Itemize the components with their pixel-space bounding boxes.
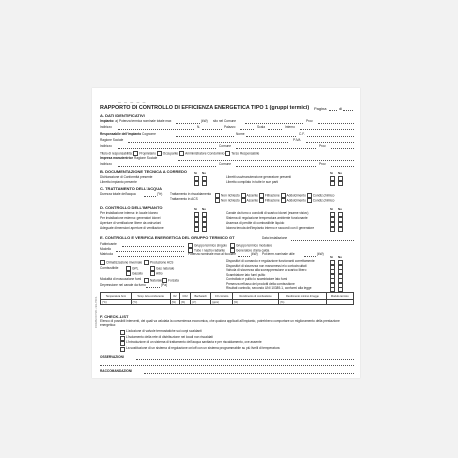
si-header: Si	[330, 255, 333, 259]
titolo-terzo-checkbox[interactable]	[225, 151, 230, 156]
section-a-heading: A. DATI IDENTIFICATIVI	[100, 113, 145, 118]
checklist-checkbox[interactable]	[120, 336, 125, 341]
si-header: Si	[330, 207, 333, 211]
doc-item: Dichiarazione di Conformità presente	[100, 175, 153, 179]
controllo-no-checkbox[interactable]	[202, 227, 207, 232]
section-e-heading: E. CONTROLLO E VERIFICA ENERGETICA DEL GRUPPO TERMICO GT	[100, 235, 235, 240]
tr-opt: Addolcimento	[286, 198, 306, 203]
interno-label: Interno	[285, 125, 295, 129]
cf-label: C.F.	[299, 132, 305, 136]
resp-prov-label: Prov.	[319, 144, 327, 148]
verifica-item: Controllato e pulito lo scambiatore lato fumi	[226, 277, 288, 281]
controllo-item: Adeguate dimensioni aperture di ventilazione	[100, 226, 164, 230]
acs-checkbox[interactable]	[144, 260, 149, 265]
potenza-label: a) Potenza termica nominale totale max	[115, 119, 172, 123]
titolo-amministratore-checkbox[interactable]	[179, 151, 184, 156]
potenza-focolare-unit: (kW)	[251, 252, 258, 256]
potenza-utile-label: Pot.term.nominale utile	[262, 252, 295, 256]
tr-opt: Filtrazione	[264, 193, 280, 198]
verifica-item: Risultati controllo, secondo UNI 10389-1, conformi alla legge	[226, 286, 312, 290]
doc-si-checkbox[interactable]	[330, 181, 335, 186]
fumi-table-cell[interactable]: (%)	[179, 300, 190, 305]
titolo-opt: Occupante	[162, 151, 179, 156]
depressione-label: Depressione nel canale da fumo	[100, 283, 146, 287]
tr-opt: Condiz.chimico	[312, 193, 335, 198]
clima-checkbox[interactable]	[100, 260, 105, 265]
durezza-label: Durezza totale dell'acqua	[100, 192, 136, 196]
responsabile-label: Responsabile dell'impianto	[100, 132, 142, 136]
nome-label: Nome	[236, 132, 245, 136]
impresa-prov-label: Prov.	[319, 162, 327, 166]
titolo-opt: Proprietario	[139, 151, 156, 156]
scala-label: Scala	[257, 125, 265, 129]
sito-comune-label: sito nel Comune	[213, 119, 237, 123]
fumi-table-header: Rendimento di combustione	[232, 293, 278, 300]
gruppo-singolo-label: Gruppo termico singolo	[194, 243, 227, 248]
impresa-ragione-label: Ragione Sociale	[134, 156, 158, 160]
osservazioni-field[interactable]	[136, 359, 354, 360]
fumi-table-cell[interactable]: (n°)	[190, 300, 210, 305]
durezza-unit: (°fr)	[157, 192, 163, 196]
evacuazione-label: Modalità di evacuazione fumi	[100, 277, 142, 281]
gruppo-modulare-label: Gruppo termico modulare	[236, 243, 273, 248]
fabbricante-label: Fabbricante	[100, 242, 117, 246]
numero-label: N.	[197, 125, 201, 129]
tr-opt: Condiz.chimico	[312, 198, 335, 203]
verifica-item: Dispositivi di sicurezza non manomessi e/o cortocircuitati	[226, 263, 307, 268]
fumi-table-header: CO2	[179, 293, 190, 300]
tr-opt: Assente	[246, 198, 259, 203]
page-of: di	[339, 106, 343, 111]
no-header: No	[338, 207, 342, 211]
altro-checkbox[interactable]	[150, 271, 155, 276]
checklist-item: L'isolamento della rete di distribuzione nei locali non riscaldati	[126, 334, 213, 339]
si-header: Si	[330, 171, 333, 175]
resp-indirizzo-label: Indirizzo	[100, 144, 112, 148]
fumi-table-cell[interactable]	[326, 300, 353, 305]
doc-si-checkbox[interactable]	[194, 181, 199, 186]
header-dashes: – – – – –	[118, 100, 147, 106]
controllo-item: Assenza di perdite di combustibile liquido	[226, 221, 285, 225]
doc-item: Libretto compilato in tutte le sue parti	[226, 180, 279, 184]
doc-item: Libretti uso/manutenzione generatore presenti	[226, 175, 292, 179]
fumi-table-header: Temperatura fumi	[101, 293, 132, 300]
verifica-item: Dispositivi di comando e regolazione funzionanti correttamente	[226, 259, 315, 263]
section-d-heading: D. CONTROLLO DELL'IMPIANTO	[100, 205, 163, 210]
no-header: No	[338, 255, 342, 259]
controllo-item: Per installazione interna: in locale idoneo	[100, 211, 158, 215]
gasolio-checkbox[interactable]	[126, 271, 131, 276]
fumi-table-cell[interactable]: (°C)	[101, 300, 132, 305]
controllo-item: Per installazione esterna: generatori idonei	[100, 216, 161, 220]
fumi-table-header: Bacharach	[190, 293, 210, 300]
section-c-heading: C. TRATTAMENTO DELL'ACQUA	[100, 186, 163, 191]
verifica-item: Valvola di sicurezza alla sovrappressione a scarico libero	[226, 268, 307, 272]
gasolio-label: Gasolio	[132, 271, 143, 276]
tr-checkbox[interactable]	[307, 198, 312, 203]
verifica-item: Scambiatore lato fumi pulito	[226, 272, 266, 277]
fumi-table-cell[interactable]: (°C)	[131, 300, 170, 305]
doc-no-checkbox[interactable]	[202, 181, 207, 186]
cognome-label: Cognome	[142, 132, 156, 136]
controllo-item: Aperture di ventilazione libere da ostruzioni	[100, 221, 161, 225]
checklist-intro: Elenco di possibili interventi, dei quali va valutata la convenienza economica, che qualora applicati all'impianto, potrebbero comportare un miglioramento della prestazione energetica:	[100, 319, 340, 327]
raccomandazioni-field[interactable]	[144, 373, 354, 374]
data-installazione-label: Data installazione	[262, 236, 288, 240]
trattamento-acs-label: Trattamento in ACS	[170, 197, 198, 201]
section-f-heading: F. CHECK-LIST	[100, 314, 129, 319]
piva-label: P.IVA	[293, 138, 301, 142]
no-header: No	[202, 207, 206, 211]
tubo-radiante-label: Tubo / nastro radiante	[194, 248, 226, 253]
controllo-item: Idonea tenuta dell'impianto interno e raccordi con il generatore	[226, 226, 315, 230]
fumi-table-cell[interactable]: (%)	[279, 300, 326, 305]
no-header: No	[338, 171, 342, 175]
raccomandazioni-label: RACCOMANDAZIONI	[100, 369, 133, 373]
controllo-si-checkbox[interactable]	[194, 227, 199, 232]
tr-opt: Assente	[246, 193, 259, 198]
controllo-no-checkbox[interactable]	[338, 227, 343, 232]
fumi-table-header: Modulo termico	[326, 293, 353, 300]
matricola-label: Matricola	[100, 252, 113, 256]
prov-label: Prov.	[306, 119, 314, 123]
tr-opt: Non richiesto	[221, 193, 240, 198]
page-label: Pagina	[314, 106, 327, 111]
checklist-checkbox[interactable]	[120, 330, 125, 335]
gpl-label: GPL	[132, 266, 139, 271]
report-sheet	[92, 88, 360, 378]
combustibile-label: Combustibile	[100, 266, 119, 270]
fumi-table	[100, 292, 354, 305]
modello-label: Modello	[100, 247, 112, 251]
section-b-heading: B. DOCUMENTAZIONE TECNICA A CORREDO	[100, 169, 188, 174]
si-header: Si	[194, 171, 197, 175]
altro-label: Altro	[156, 271, 163, 276]
tr-checkbox[interactable]	[241, 198, 246, 203]
trattamento-risc-label: Trattamento in riscaldamento	[170, 192, 212, 196]
clima-label: Climatizzazione invernale	[106, 260, 143, 265]
aria-calda-label: Generatore d'aria calda	[236, 248, 270, 253]
fumi-table-header: O2	[170, 293, 179, 300]
impianto-label: Impianto:	[100, 119, 115, 123]
checklist-checkbox[interactable]	[120, 347, 125, 352]
resp-comune-label: Comune	[219, 144, 232, 148]
controllo-item: Sistema di regolazione temperatura ambiente funzionante	[226, 216, 308, 220]
tr-opt: Addolcimento	[286, 193, 306, 198]
checklist-item: L'adozione di valvole termostatiche sui corpi scaldanti	[126, 329, 202, 333]
gas-naturale-label: Gas naturale	[156, 266, 175, 271]
doc-no-checkbox[interactable]	[338, 181, 343, 186]
titolo-occupante-checkbox[interactable]	[157, 151, 162, 156]
forzata-label: Forzata	[168, 278, 179, 283]
potenza-utile-unit: (kW)	[317, 252, 324, 256]
titolo-opt: Amministratore Condominio	[185, 151, 225, 156]
fumi-table-header: Temp. Aria comburente	[131, 293, 170, 300]
fumi-table-cell[interactable]: (%)	[232, 300, 278, 305]
controllo-si-checkbox[interactable]	[330, 227, 335, 232]
controllo-item: Canale da fumo o condotti di scarico idonei (esame visivo)	[226, 211, 309, 215]
fumi-table-header: CO corretto	[211, 293, 233, 300]
palazzo-label: Palazzo	[224, 125, 236, 129]
impresa-label: Impresa manutentrice	[100, 156, 134, 160]
si-header: Si	[194, 207, 197, 211]
titolo-label: Titolo di responsabilità:	[100, 151, 133, 156]
titolo-opt: Terzo Responsabile	[231, 151, 260, 156]
fumi-table-cell[interactable]: (ppm)	[211, 300, 233, 305]
naturale-label: Naturale	[150, 278, 163, 283]
impresa-indirizzo-label: Indirizzo	[100, 162, 112, 166]
tr-checkbox[interactable]	[281, 198, 286, 203]
kw-label: (kW)	[201, 119, 208, 123]
comune-field[interactable]	[245, 123, 303, 124]
acs-label: Produzione ACS	[150, 260, 174, 265]
depressione-unit: (Pa)	[161, 283, 168, 287]
form-code: COMM 07/18 • 99-76F1	[94, 296, 98, 328]
indirizzo-label: Indirizzo	[100, 125, 112, 129]
checklist-item: La sostituzione di un sistema di regolazione on/off con un sistema programmabile su più livelli di temperatura	[126, 345, 280, 350]
impresa-comune-label: Comune	[219, 162, 232, 166]
doc-item: Libretto impianto presente	[100, 180, 137, 184]
no-header: No	[202, 171, 206, 175]
potenza-focolare-label: Potenza nominale max al focolare	[188, 252, 237, 256]
fumi-table-cell[interactable]: (%)	[170, 300, 179, 305]
fumi-table-header: Rendimento minimo di legge	[279, 293, 326, 300]
tr-checkbox[interactable]	[215, 198, 220, 203]
tr-checkbox[interactable]	[259, 198, 264, 203]
tr-opt: Filtrazione	[264, 198, 280, 203]
osservazioni-label: OSSERVAZIONI	[100, 355, 124, 359]
checklist-item: L'introduzione di un sistema di trattamento dell'acqua sanitaria e per riscaldamento, ove assente	[126, 340, 262, 344]
tr-opt: Non richiesto	[221, 198, 240, 203]
ragione-sociale-label: Ragione Sociale	[100, 138, 124, 142]
verifica-item: Presenza reflusso dei prodotti della combustione	[226, 281, 295, 286]
checklist-checkbox[interactable]	[120, 341, 125, 346]
report-title: RAPPORTO DI CONTROLLO DI EFFICIENZA ENERGETICA TIPO 1 (gruppi termici)	[100, 105, 310, 111]
